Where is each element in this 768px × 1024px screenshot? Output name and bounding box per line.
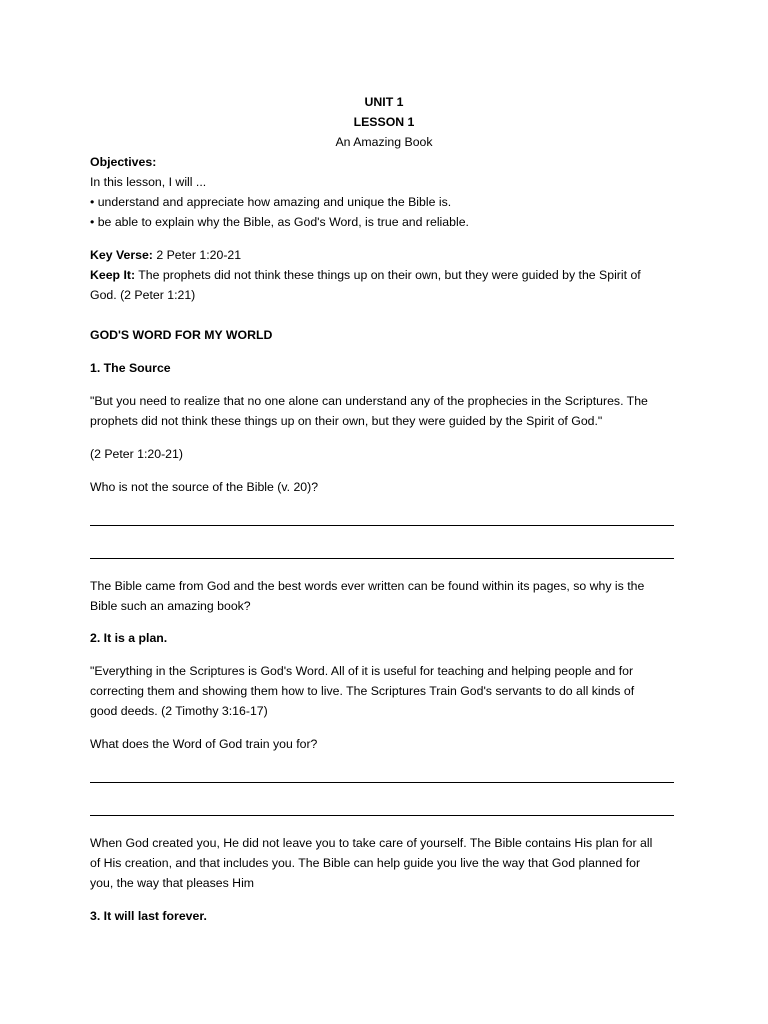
point-2-quote: correcting them and showing them how to live. The Scriptures Train God's servants to do all kinds of bbox=[90, 684, 635, 698]
objective-item: • be able to explain why the Bible, as God's Word, is true and reliable. bbox=[90, 215, 469, 229]
keep-it-label: Keep It: bbox=[90, 268, 136, 282]
point-1-reference: (2 Peter 1:20-21) bbox=[90, 447, 183, 461]
keep-it bbox=[90, 265, 675, 285]
point-2-quote: good deeds. (2 Timothy 3:16-17) bbox=[90, 704, 268, 718]
answer-line bbox=[90, 558, 674, 559]
answer-line bbox=[90, 525, 674, 526]
point-3-heading: 3. It will last forever. bbox=[90, 909, 207, 923]
key-verse-label: Key Verse: bbox=[90, 248, 153, 262]
key-verse-reference: 2 Peter 1:20-21 bbox=[152, 248, 242, 262]
answer-line bbox=[90, 815, 674, 816]
point-2-heading: 2. It is a plan. bbox=[90, 631, 168, 645]
point-2-quote: "Everything in the Scriptures is God's Word. All of it is useful for teaching and helping people and for bbox=[90, 664, 634, 678]
point-2-followup: When God created you, He did not leave you to take care of yourself. The Bible contains His plan for all bbox=[90, 836, 653, 850]
point-1-question: Who is not the source of the Bible (v. 20)? bbox=[90, 480, 319, 494]
keep-it-text-continued: God. (2 Peter 1:21) bbox=[90, 288, 196, 302]
point-1-followup: The Bible came from God and the best words ever written can be found within its pages, so why is the bbox=[90, 579, 645, 593]
objectives-intro: In this lesson, I will ... bbox=[90, 175, 207, 189]
point-1-quote: "But you need to realize that no one alone can understand any of the prophecies in the Scriptures. The bbox=[90, 394, 648, 408]
point-2-question: What does the Word of God train you for? bbox=[90, 737, 318, 751]
point-1-heading: 1. The Source bbox=[90, 361, 171, 375]
lesson-subtitle: An Amazing Book bbox=[335, 135, 433, 149]
objective-item: • understand and appreciate how amazing and unique the Bible is. bbox=[90, 195, 452, 209]
unit-title: UNIT 1 bbox=[364, 95, 404, 109]
objectives-heading: Objectives: bbox=[90, 155, 157, 169]
key-verse bbox=[90, 245, 675, 265]
point-2-followup: you, the way that pleases Him bbox=[90, 876, 255, 890]
keep-it-text: The prophets did not think these things up on their own, but they were guided by the Spirit of bbox=[135, 268, 641, 282]
point-1-followup: Bible such an amazing book? bbox=[90, 599, 251, 613]
lesson-title: LESSON 1 bbox=[353, 115, 415, 129]
section-heading: GOD'S WORD FOR MY WORLD bbox=[90, 328, 273, 342]
point-2-followup: of His creation, and that includes you. The Bible can help guide you live the way that God planned for bbox=[90, 856, 641, 870]
answer-line bbox=[90, 782, 674, 783]
point-1-quote: prophets did not think these things up on their own, but they were guided by the Spirit of God." bbox=[90, 414, 603, 428]
